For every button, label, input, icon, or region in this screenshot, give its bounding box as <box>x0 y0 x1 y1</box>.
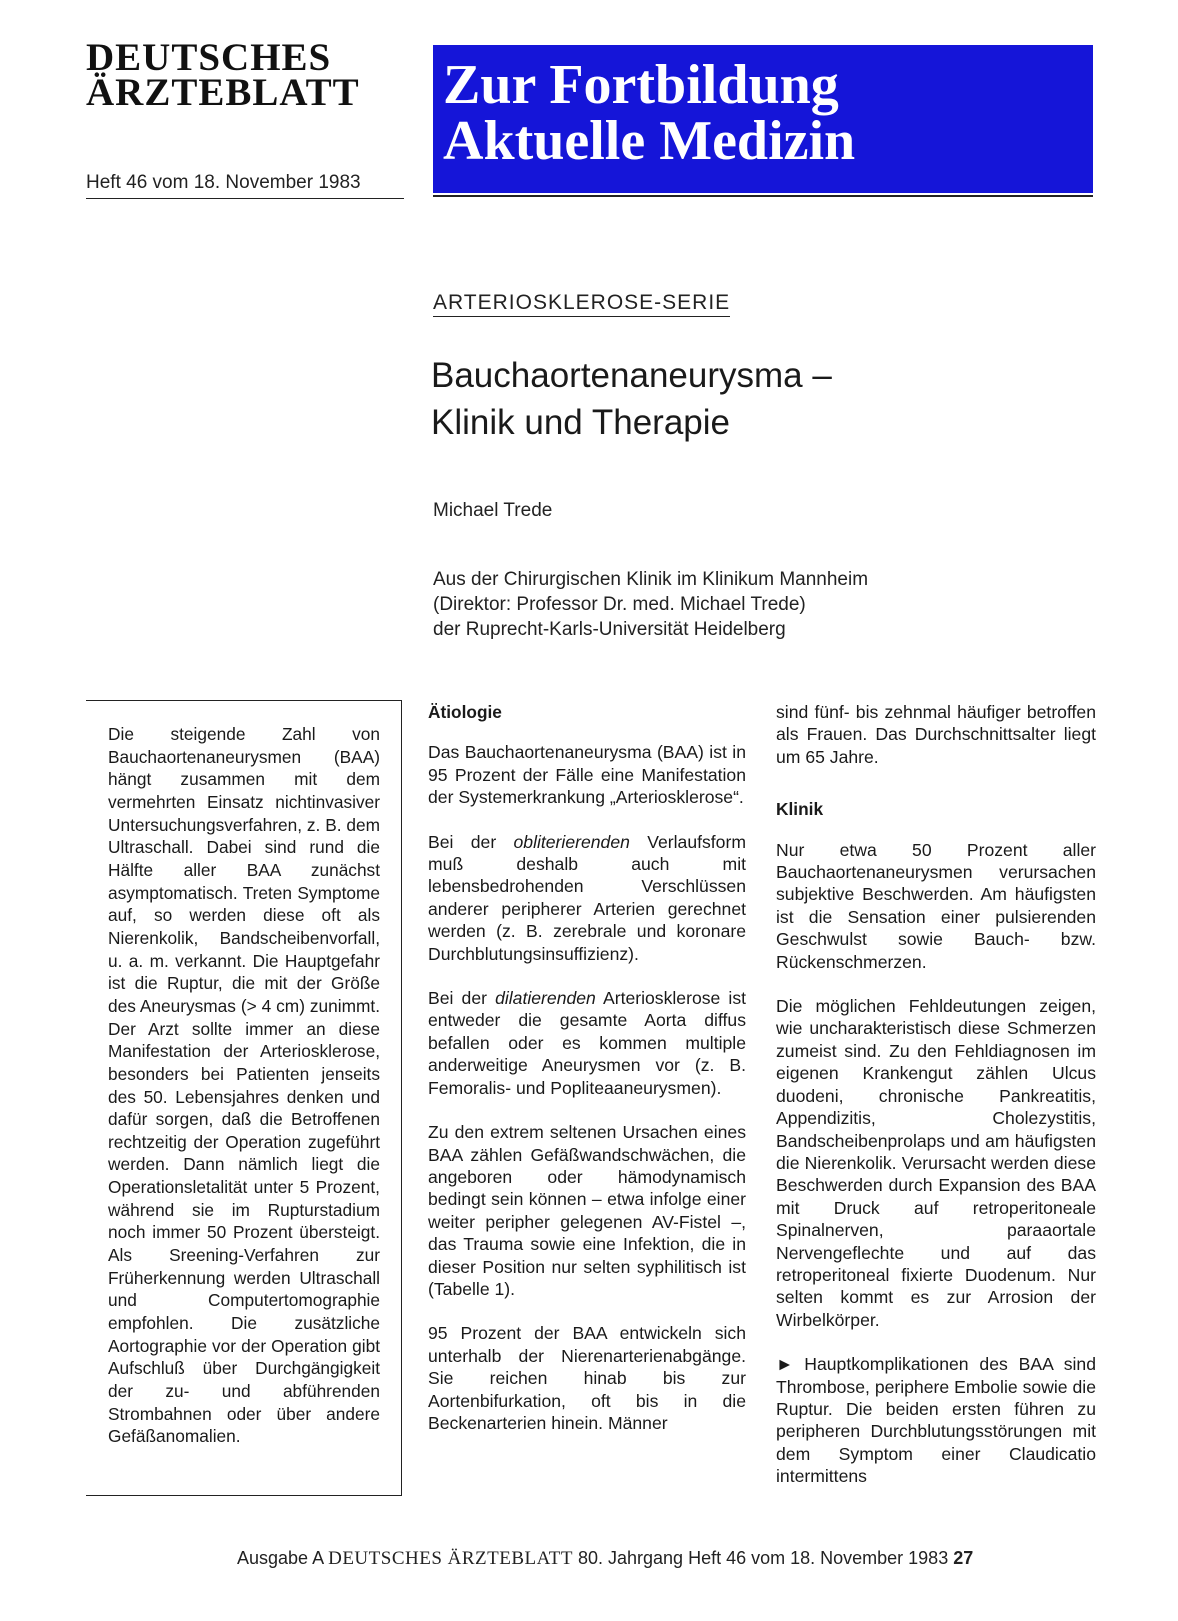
section-heading-aetiologie: Ätiologie <box>428 702 502 722</box>
abstract-box <box>86 700 402 1496</box>
paragraph: ► Hauptkomplikationen des BAA sind Thrombose, periphere Embolie sowie die Ruptur. Die beiden ersten führen zu peripheren Durchblutungsstörungen mit dem Symptom einer Claudicatio intermittens <box>776 1354 1096 1487</box>
paragraph: sind fünf- bis zehnmal häufiger betroffen als Frauen. Das Durchschnittsalter liegt um 65 Jahre. <box>776 702 1096 767</box>
abstract-text: Die steigende Zahl von Bauchaortenaneurysmen (BAA) hängt zusammen mit dem vermehrten Einsatz nichtinvasiver Untersuchungsverfahren, z. B. dem Ultraschall. Dabei sind rund die Hälfte aller BAA zunächst asymptomatisch. Treten Symptome auf, so werden diese oft als Nierenkolik, Bandscheibenvorfall, u. a. m. verkannt. Die Hauptgefahr ist die Ruptur, die mit der Größe des Aneurysmas (> 4 cm) zunimmt. Der Arzt sollte immer an diese Manifestation der Arteriosklerose, besonders bei Patienten jenseits des 50. Lebensjahres denken und dafür sorgen, daß die Betroffenen rechtzeitig der Operation zugeführt werden. Dann nämlich liegt die Operationsletalität unter 5 Prozent, während sie im Rupturstadium noch immer 50 Prozent übersteigt. Als Sreening-Verfahren zur Früherkennung werden Ultraschall und Computertomographie empfohlen. Die zusätzliche Aortographie vor der Operation gibt Aufschluß über Durchgängigkeit der zu- und abführenden Strombahnen oder über andere Gefäßanomalien. <box>108 724 380 1447</box>
article-title <box>431 352 832 446</box>
paragraph: 95 Prozent der BAA entwickeln sich unterhalb der Nierenarterienabgänge. Sie reichen hinab bis zur Aortenbifurkation, oft bis in die Beckenarterien hinein. Männer <box>428 1323 746 1433</box>
paragraph: Das Bauchaortenaneurysma (BAA) ist in 95 Prozent der Fälle eine Manifestation der Systemerkrankung „Arteriosklerose“. <box>428 742 746 808</box>
triangle-marker-icon: ► <box>776 1354 794 1375</box>
paragraph: Zu den extrem seltenen Ursachen eines BAA zählen Gefäßwandschwächen, die angeboren oder hämodynamisch bedingt sein können – etwa infolge einer weiter peripher gelegenen AV-Fistel –, das Trauma sowie eine Infektion, die in dieser Position nur selten syphilitisch ist (Tabelle 1). <box>428 1122 746 1299</box>
page-number: 27 <box>953 1548 974 1568</box>
paragraph: Bei der dilatierenden Arteriosklerose ist entweder die gesamte Aorta diffus befallen oder es kommen multiple anderweitige Aneurysmen vor (z. B. Femoralis- und Popliteaaneurysmen). <box>428 988 747 1098</box>
paragraph: Nur etwa 50 Prozent aller Bauchaortenaneurysmen verursachen subjektive Beschwerden. Am häufigsten ist die Sensation einer pulsierenden Geschwulst sowie Bauch- bzw. Rückenschmerzen. <box>776 839 1096 972</box>
affiliation <box>433 567 868 642</box>
section-banner <box>433 45 1093 193</box>
title-line-2: Klinik und Therapie <box>431 403 730 442</box>
footer-edition: Ausgabe A <box>237 1548 324 1568</box>
page-footer <box>237 1548 973 1570</box>
affiliation-line-2: (Direktor: Professor Dr. med. Michael Trede) <box>433 594 806 615</box>
header-rule-left <box>86 198 404 199</box>
issue-info: Heft 46 vom 18. November 1983 <box>86 172 361 193</box>
banner-line-1: Zur Fortbildung <box>443 54 839 116</box>
section-heading-klinik: Klinik <box>776 799 824 820</box>
paragraph: Bei der obliterierenden Verlaufsform muß deshalb auch mit lebensbedrohenden Verschlüssen anderer peripherer Arterien gerechnet werden (z. B. zerebrale und koronare Durchblutungsinsuffizienz). <box>428 831 746 964</box>
title-line-1: Bauchaortenaneurysma – <box>431 356 832 395</box>
column-2 <box>428 701 746 1456</box>
paragraph: Die möglichen Fehldeutungen zeigen, wie uncharakteristisch diese Schmerzen zumeist sind. Zu den Fehldiagnosen im eigenen Krankengut zählen Ulcus duodeni, chronische Pankreatitis, Appendizitis, Cholezystitis, Bandscheibenprolaps und am häufigsten die Nierenkolik. Verursacht werden diese Beschwerden durch Expansion des BAA mit Druck auf retroperitoneale Spinalnerven, paraaortale Nervengeflechte und auf das retroperitoneal fixierte Duodenum. Nur selten kommt es zur Arrosion der Wirbelkörper. <box>776 996 1096 1330</box>
banner-line-2: Aktuelle Medizin <box>443 110 856 172</box>
author-name: Michael Trede <box>433 500 553 521</box>
footer-journal: DEUTSCHES ÄRZTEBLATT <box>328 1548 573 1569</box>
affiliation-line-3: der Ruprecht-Karls-Universität Heidelberg <box>433 619 786 640</box>
series-label: ARTERIOSKLEROSE-SERIE <box>433 291 730 317</box>
journal-masthead <box>86 36 360 114</box>
header-rule-right <box>433 195 1093 197</box>
footer-volume: 80. Jahrgang Heft 46 vom 18. November 1983 <box>577 1548 949 1568</box>
column-3 <box>776 701 1096 1510</box>
affiliation-line-1: Aus der Chirurgischen Klinik im Klinikum Mannheim <box>433 569 869 590</box>
masthead-line-1: DEUTSCHES <box>86 36 332 79</box>
masthead-line-2: ÄRZTEBLATT <box>86 71 360 114</box>
